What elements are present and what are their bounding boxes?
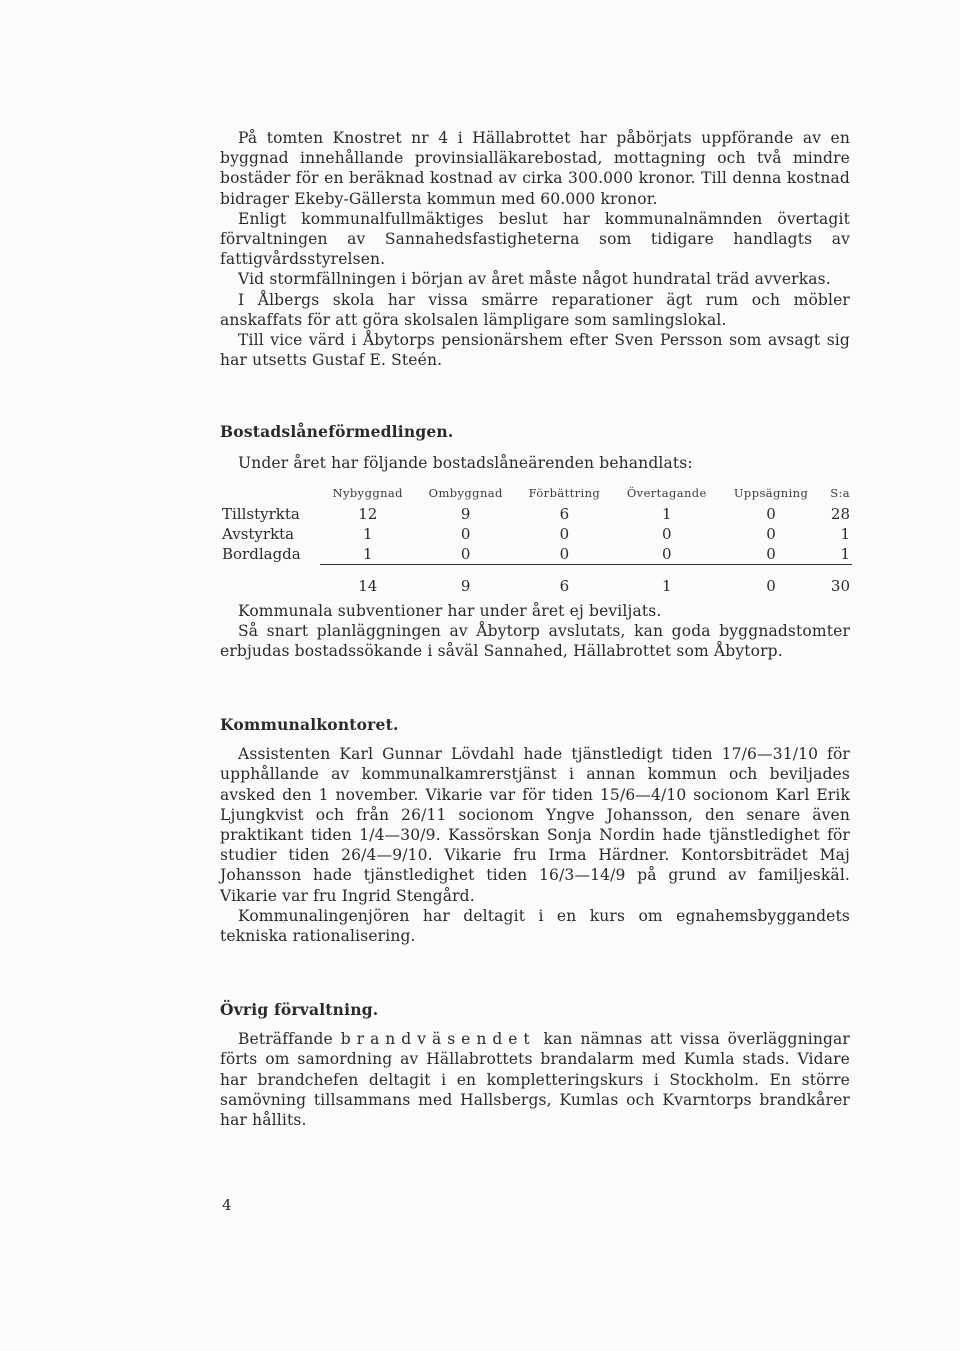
intro-paragraph-4: I Ålbergs skola har vissa smärre reparationer ägt rum och möbler anskaffats för att göra skolsalen lämpligare som samlingslokal.	[220, 290, 850, 329]
intro-paragraph-5: Till vice värd i Åbytorps pensionärshem efter Sven Persson som avsagt sig har utsetts Gustaf E. Steén.	[220, 331, 850, 370]
section-heading-bostadslan: Bostadslåneförmedlingen.	[220, 422, 454, 442]
ovrig-spaced-word: brandväsendet	[340, 1030, 536, 1049]
loan-cases-table	[220, 484, 852, 597]
ovrig-paragraph-1	[220, 1029, 850, 1130]
table-cell: 0	[662, 524, 672, 543]
table-cell: 1	[662, 504, 672, 523]
column-header: Ombyggnad	[428, 485, 503, 500]
bostad-paragraph-1: Kommunala subventioner har under året ej beviljats.	[238, 601, 662, 620]
column-header: Nybyggnad	[332, 485, 403, 500]
column-header: S:a	[830, 485, 850, 500]
page-body	[220, 128, 850, 1130]
total-cell: 0	[766, 576, 776, 595]
total-cell: 9	[460, 576, 471, 595]
table-cell: 1	[362, 524, 373, 543]
column-header: Förbättring	[528, 485, 601, 500]
table-cell: 0	[516, 544, 613, 565]
intro-paragraph-2: Enligt kommunalfullmäktiges beslut har kommunalnämnden övertagit förvaltningen av Sannahedsfastigheterna som tidigare handlagts av fattigvårdsstyrelsen.	[220, 209, 850, 269]
row-label: Bordlagda	[222, 544, 301, 563]
table-cell: 1	[320, 544, 416, 565]
row-label: Avstyrkta	[222, 524, 295, 543]
total-cell: 1	[662, 576, 672, 595]
table-cell: 0	[460, 524, 471, 543]
bostad-paragraph-2: Så snart planläggningen av Åbytorp avslutats, kan goda byggnadstomter erbjudas bostadssökande i såväl Sannahed, Hällabrottet som Åbytorp.	[220, 621, 850, 661]
kommunal-paragraph-1: Assistenten Karl Gunnar Lövdahl hade tjänstledigt tiden 17/6—31/10 för upphållande av kommunalkamrerstjänst i annan kommun och beviljades avsked den 1 november. Vikarie var för tiden 15/6—4/10 socionom Karl Erik Ljungkvist och från 26/11 socionom Yngve Johansson, den senare även praktikant tiden 1/4—30/9. Kassörskan Sonja Nordin hade tjänstledighet för studier tiden 26/4—9/10. Vikarie fru Irma Härdner. Kontorsbiträdet Maj Johansson hade tjänstledighet tiden 16/3—14/9 på grund av familjeskäl. Vikarie var fru Ingrid Stengård.	[220, 745, 850, 905]
total-cell: 14	[358, 576, 378, 595]
table-cell: 0	[766, 504, 776, 523]
table-row	[220, 524, 852, 544]
table-cell: 1	[840, 524, 850, 543]
table-cell: 12	[358, 504, 378, 523]
table-totals-row	[220, 564, 852, 597]
table-cell: 1	[821, 544, 852, 565]
kommunal-paragraph-2: Kommunalingenjören har deltagit i en kurs om egnahemsbyggandets tekniska rationalisering.	[220, 906, 850, 946]
table-header-row	[220, 484, 852, 504]
table-row	[220, 544, 852, 565]
table-cell: 6	[559, 504, 570, 523]
table-cell: 28	[830, 504, 850, 523]
section-heading-ovrig-forvaltning: Övrig förvaltning.	[220, 1000, 379, 1020]
table-cell: 0	[613, 544, 721, 565]
intro-paragraph-3: Vid stormfällningen i början av året måste något hundratal träd avverkas.	[238, 270, 831, 289]
table-cell: 0	[559, 524, 570, 543]
column-header: Uppsägning	[733, 485, 809, 500]
table-cell: 0	[416, 544, 516, 565]
column-header: Övertagande	[626, 485, 707, 500]
table-cell: 0	[766, 524, 776, 543]
row-label: Tillstyrkta	[222, 504, 300, 523]
section-heading-kommunalkontoret: Kommunalkontoret.	[220, 715, 399, 735]
intro-paragraph-1: På tomten Knostret nr 4 i Hällabrottet har påbörjats uppförande av en byggnad innehållande provinsialläkarebostad, mottagning och två mindre bostäder för en beräknad kostnad av cirka 300.000 kronor. Till denna kostnad bidrager Ekeby-Gällersta kommun med 60.000 kronor.	[220, 129, 850, 208]
table-row	[220, 504, 852, 524]
table-cell: 0	[721, 544, 822, 565]
total-cell: 30	[830, 576, 850, 595]
total-cell: 6	[559, 576, 570, 595]
page-number: 4	[222, 1196, 232, 1214]
ovrig-text-end: kan nämnas att vissa överläggningar förts om samordning av Hällabrottets brandalarm med Kumla stads. Vidare har brandchefen deltagit i en kompletteringskurs i Stockholm. En större samövning tillsammans med Hallsbergs, Kumlas och Kvarntorps brandkårer har hållits.	[220, 1030, 850, 1130]
ovrig-text-start: Beträffande	[238, 1030, 341, 1049]
table-cell: 9	[460, 504, 471, 523]
bostad-intro: Under året har följande bostadslåneärenden behandlats:	[238, 454, 693, 473]
